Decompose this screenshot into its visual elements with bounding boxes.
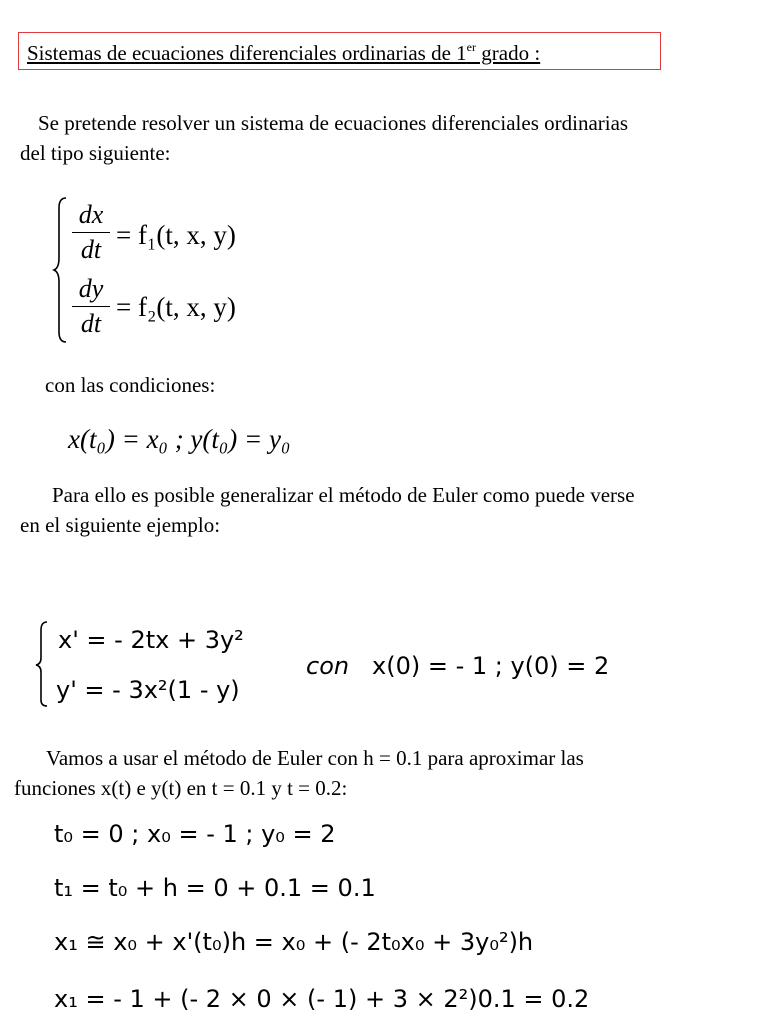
intro-line-1: Se pretende resolver un sistema de ecuaciones diferenciales ordinarias (38, 111, 629, 135)
conditions-label: con las condiciones: (45, 373, 216, 397)
method-line-1: Vamos a usar el método de Euler con h = 0.1 para aproximar las (46, 746, 584, 770)
step-3: x₁ = - 1 + (- 2 × 0 × (- 1) + 3 × 2²)0.1 = 0.2 (54, 985, 590, 1013)
conditions-equation: x(t₀) = x₀ ; y(t₀) = y₀ (68, 424, 291, 454)
example-con-word: con (306, 652, 350, 680)
page-title: Sistemas de ecuaciones diferenciales ordinarias de 1er grado : (27, 40, 541, 65)
intro-line-2: del tipo siguiente: (20, 141, 171, 165)
step-1: t₁ = t₀ + h = 0 + 0.1 = 0.1 (54, 874, 376, 902)
step-0: t₀ = 0 ; x₀ = - 1 ; y₀ = 2 (54, 820, 336, 848)
method-line-2: funciones x(t) e y(t) en t = 0.1 y t = 0.2: (14, 776, 348, 800)
example-eq-2: y' = - 3x²(1 - y) (56, 676, 240, 704)
euler-intro-line-1: Para ello es posible generalizar el método de Euler como puede verse (52, 483, 635, 507)
dx-dt-fraction: dx dt (72, 200, 110, 265)
system-eq-2-rhs: = f₂(t, x, y) (116, 292, 236, 322)
euler-intro-line-2: en el siguiente ejemplo: (20, 513, 221, 537)
example-eq-1: x' = - 2tx + 3y² (58, 626, 244, 654)
system-brace (52, 196, 72, 344)
example-brace (34, 620, 52, 708)
example-initial-conditions: x(0) = - 1 ; y(0) = 2 (372, 652, 610, 680)
dy-dt-fraction: dy dt (72, 274, 110, 339)
step-2: x₁ ≅ x₀ + x'(t₀)h = x₀ + (- 2t₀x₀ + 3y₀²)h (54, 928, 534, 956)
system-eq-1-rhs: = f₁(t, x, y) (116, 220, 236, 250)
